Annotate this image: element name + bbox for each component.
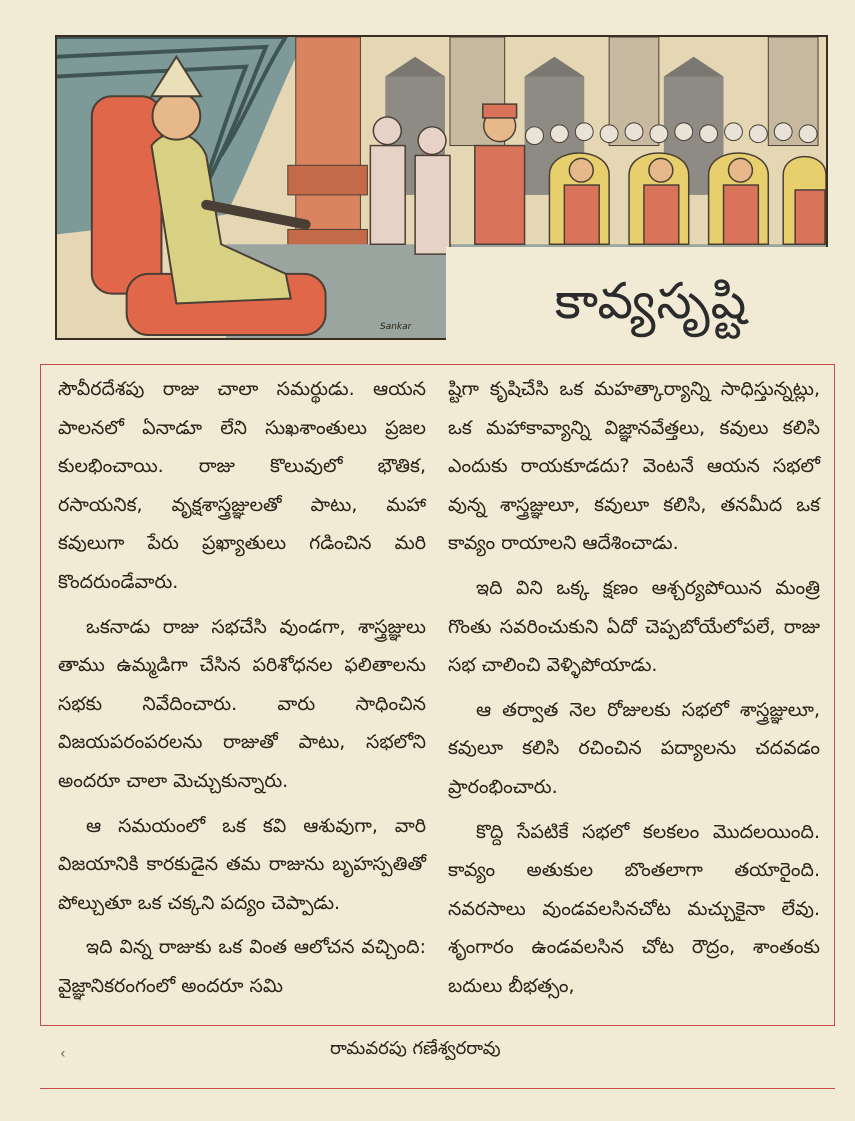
paragraph: సౌవీరదేశపు రాజు చాలా సమర్థుడు. ఆయన పాలనలో ఏనాడూ లేని సుఖశాంతులు ప్రజల కులభించాయి. రాజు కొలువులో భౌతిక, రసాయనిక, వృక్షశాస్త్రజ్ఞులతో పాటు, మహా కవులుగా పేరు ప్రఖ్యాతులు గడించిన మరి కొందరుండేవారు. [58,378,426,593]
artist-signature: Sankar [380,322,412,332]
paragraph: ఆ సమయంలో ఒక కవి ఆశువుగా, వారి విజయానికి కారకుడైన తమ రాజును బృహస్పతితో పోల్చుతూ ఒక చక్కని పద్యం చెప్పాడు. [58,814,426,914]
paragraph: ఇది విన్న రాజుకు ఒక వింత ఆలోచన వచ్చింది: వైజ్ఞానికరంగంలో అందరూ సమి [58,936,426,997]
story-title: కావ్యసృష్టి [554,272,748,330]
paragraph: ఇది విని ఒక్క క్షణం ఆశ్చర్యపోయిన మంత్రి గొంతు సవరించుకుని ఏదో చెప్పబోయేలోపలే, రాజు సభ చాలించి వెళ్ళిపోయాడు. [448,576,820,677]
right-column [448,370,820,1006]
left-column [58,370,426,1006]
page-mark: ‹ [60,1046,66,1062]
paragraph: కొద్ది సేపటికే సభలో కలకలం మొదలయింది. కావ్యం అతుకుల బొంతలాగా తయారైంది. నవరసాలు వుండవలసినచోట మచ్చుకైనా లేవు. శృంగారం ఉండవలసిన చోట రౌద్రం, శాంతంకు బదులు బీభత్సం, [448,820,820,997]
bottom-divider [40,1088,835,1089]
paragraph: ష్టిగా కృషిచేసి ఒక మహత్కార్యాన్ని సాధిస్తున్నట్లు, ఒక మహాకావ్యాన్ని విజ్ఞానవేత్తలు, కవులు కలిసి ఎందుకు రాయకూడదు? వెంటనే ఆయన సభలో వున్న శాస్త్రజ్ఞులూ, కవులూ కలిసి, తనమీద ఒక కావ్యం రాయాలని ఆదేశించాడు. [448,378,820,555]
paragraph: ఒకనాడు రాజు సభచేసి వుండగా, శాస్త్రజ్ఞులు తాము ఉమ్మడిగా చేసిన పరిశోధనల ఫలితాలను సభకు నివేదించారు. వారు సాధించిన విజయపరంపరలను రాజుతో పాటు, సభలోని అందరూ చాలా మెచ్చుకున్నారు. [58,615,426,792]
author-byline: రామవరపు గణేశ్వరరావు [330,1038,501,1059]
paragraph: ఆ తర్వాత నెల రోజులకు సభలో శాస్త్రజ్ఞులూ, కవులూ కలిసి రచించిన పద్యాలను చదవడం ప్రారంభించారు. [448,698,820,798]
